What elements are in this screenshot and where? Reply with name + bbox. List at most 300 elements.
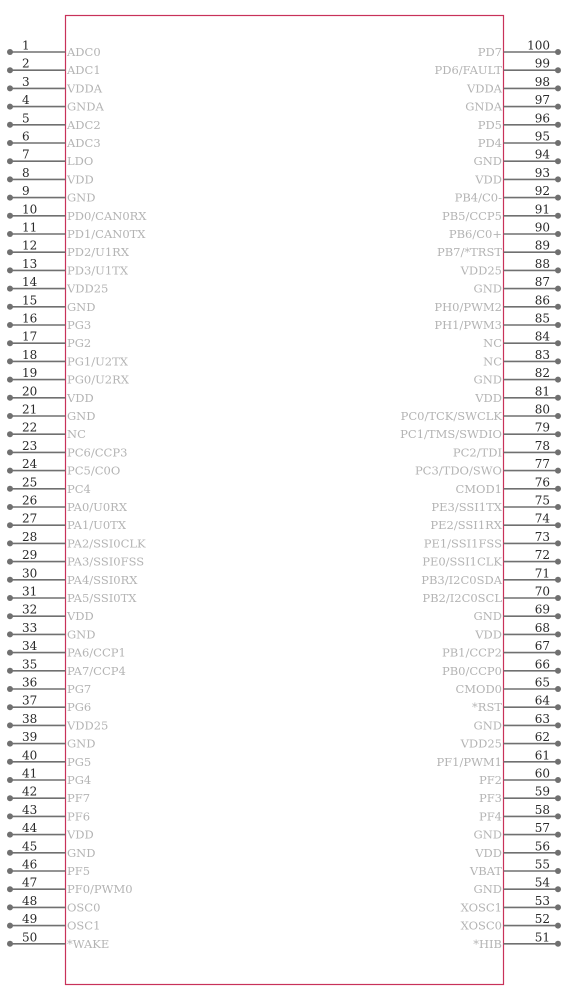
pin-endpoint-dot bbox=[555, 668, 561, 674]
pin-name: *HIB bbox=[473, 936, 502, 951]
pin-45 bbox=[7, 839, 95, 860]
pin-endpoint-dot bbox=[7, 941, 13, 947]
pin-endpoint-dot bbox=[7, 431, 13, 437]
pin-number: 47 bbox=[22, 875, 38, 890]
pin-name: PA2/SSI0CLK bbox=[67, 536, 146, 551]
pin-number: 26 bbox=[22, 493, 38, 508]
pin-endpoint-dot bbox=[555, 195, 561, 201]
pin-name: ADC3 bbox=[67, 136, 101, 150]
pin-endpoint-dot bbox=[7, 668, 13, 674]
pin-name: PE3/SSI1TX bbox=[431, 500, 502, 514]
pin-number: 81 bbox=[534, 384, 550, 399]
pin-8 bbox=[7, 166, 94, 187]
pin-endpoint-dot bbox=[555, 631, 561, 637]
pin-name: PF6 bbox=[67, 809, 91, 824]
pin-endpoint-dot bbox=[555, 904, 561, 910]
pin-number: 84 bbox=[534, 329, 550, 344]
pin-number: 89 bbox=[534, 238, 550, 253]
pin-endpoint-dot bbox=[555, 267, 561, 273]
pin-endpoint-dot bbox=[555, 577, 561, 583]
pin-number: 95 bbox=[534, 129, 550, 144]
pin-name: NC bbox=[483, 336, 502, 351]
pin-number: 60 bbox=[534, 766, 550, 781]
pin-number: 42 bbox=[22, 784, 38, 799]
pin-endpoint-dot bbox=[7, 522, 13, 528]
pin-number: 66 bbox=[534, 657, 550, 672]
pin-number: 1 bbox=[22, 38, 30, 53]
pin-name: OSC1 bbox=[67, 918, 101, 933]
pin-name: GNDA bbox=[465, 99, 502, 114]
pin-endpoint-dot bbox=[555, 777, 561, 783]
pin-number: 12 bbox=[22, 238, 38, 253]
pin-32 bbox=[7, 603, 94, 624]
pin-name: GNDA bbox=[67, 99, 104, 114]
pin-name: VDD25 bbox=[460, 736, 502, 751]
pin-endpoint-dot bbox=[7, 722, 13, 728]
pin-endpoint-dot bbox=[7, 613, 13, 619]
pin-number: 14 bbox=[22, 275, 38, 290]
left-pin-column bbox=[7, 39, 147, 951]
pin-name: PC5/C0O bbox=[67, 463, 121, 478]
pin-name: GND bbox=[473, 154, 502, 169]
pin-endpoint-dot bbox=[7, 595, 13, 601]
pin-name: ADC1 bbox=[67, 63, 101, 78]
pin-name: GND bbox=[67, 299, 96, 314]
pin-name: GND bbox=[67, 409, 96, 423]
pin-name: PG2 bbox=[67, 336, 92, 351]
pin-37 bbox=[7, 694, 91, 715]
pin-name: NC bbox=[483, 354, 502, 369]
pin-number: 87 bbox=[534, 275, 550, 290]
pin-endpoint-dot bbox=[7, 886, 13, 892]
pin-endpoint-dot bbox=[7, 850, 13, 856]
pin-name: PG1/U2TX bbox=[67, 354, 128, 369]
pin-endpoint-dot bbox=[555, 722, 561, 728]
pin-endpoint-dot bbox=[7, 813, 13, 819]
pin-endpoint-dot bbox=[555, 449, 561, 455]
pin-name: VDD25 bbox=[460, 263, 502, 278]
pin-endpoint-dot bbox=[7, 267, 13, 273]
pin-50 bbox=[7, 930, 109, 951]
pin-name: PA1/U0TX bbox=[67, 518, 127, 533]
pin-number: 22 bbox=[22, 420, 38, 435]
pin-endpoint-dot bbox=[555, 67, 561, 73]
pin-name: NC bbox=[67, 427, 86, 442]
pin-33 bbox=[7, 621, 95, 642]
pin-number: 16 bbox=[22, 311, 38, 326]
pin-name: CMOD0 bbox=[455, 682, 502, 696]
pin-endpoint-dot bbox=[555, 377, 561, 383]
pin-number: 34 bbox=[22, 639, 38, 654]
pin-endpoint-dot bbox=[7, 832, 13, 838]
pin-name: VDD bbox=[67, 609, 94, 624]
pin-number: 77 bbox=[534, 457, 550, 472]
pin-endpoint-dot bbox=[7, 85, 13, 91]
pin-endpoint-dot bbox=[7, 704, 13, 710]
pin-endpoint-dot bbox=[555, 249, 561, 255]
pin-number: 67 bbox=[534, 639, 550, 654]
pin-51 bbox=[473, 930, 561, 951]
pin-name: PC4 bbox=[67, 481, 91, 496]
pin-endpoint-dot bbox=[555, 431, 561, 437]
pin-name: PB5/CCP5 bbox=[441, 208, 502, 223]
pin-number: 15 bbox=[22, 293, 38, 308]
pin-name: PA0/U0RX bbox=[67, 500, 128, 514]
pin-name: PG7 bbox=[67, 682, 92, 696]
pin-number: 46 bbox=[22, 857, 38, 872]
pin-number: 59 bbox=[534, 784, 550, 799]
pin-name: XOSC0 bbox=[460, 918, 502, 933]
pin-48 bbox=[7, 894, 100, 915]
pin-endpoint-dot bbox=[7, 49, 13, 55]
pin-number: 50 bbox=[22, 930, 38, 945]
pin-endpoint-dot bbox=[7, 213, 13, 219]
pin-name: VDD bbox=[67, 390, 94, 405]
pin-endpoint-dot bbox=[555, 358, 561, 364]
pin-name: VDD bbox=[475, 390, 502, 405]
pin-endpoint-dot bbox=[555, 49, 561, 55]
pin-number: 53 bbox=[534, 893, 550, 908]
pin-number: 25 bbox=[22, 475, 38, 490]
pin-endpoint-dot bbox=[555, 104, 561, 110]
pin-number: 43 bbox=[22, 802, 38, 817]
pin-endpoint-dot bbox=[7, 340, 13, 346]
pin-22 bbox=[7, 421, 86, 442]
pin-endpoint-dot bbox=[555, 468, 561, 474]
pin-number: 51 bbox=[534, 930, 550, 945]
pin-name: VDD bbox=[67, 827, 94, 842]
pin-name: OSC0 bbox=[67, 900, 101, 915]
pin-name: PD4 bbox=[477, 136, 502, 150]
pin-number: 23 bbox=[22, 438, 38, 453]
pin-number: 11 bbox=[22, 220, 38, 235]
pin-name: PB1/CCP2 bbox=[441, 645, 502, 660]
pin-name: PD5 bbox=[477, 117, 502, 132]
pin-39 bbox=[7, 730, 95, 751]
pin-endpoint-dot bbox=[555, 231, 561, 237]
pin-name: ADC0 bbox=[67, 45, 101, 59]
pin-number: 21 bbox=[22, 402, 38, 417]
pin-number: 19 bbox=[22, 366, 38, 381]
pin-endpoint-dot bbox=[555, 176, 561, 182]
pin-number: 10 bbox=[22, 202, 38, 217]
pin-endpoint-dot bbox=[555, 595, 561, 601]
pin-number: 52 bbox=[534, 912, 550, 927]
pin-name: GND bbox=[473, 281, 502, 296]
pin-name: PF4 bbox=[478, 809, 502, 824]
pin-number: 91 bbox=[534, 202, 550, 217]
pin-endpoint-dot bbox=[7, 104, 13, 110]
pin-number: 79 bbox=[534, 420, 550, 435]
pin-number: 88 bbox=[534, 256, 550, 271]
pin-7 bbox=[7, 148, 93, 169]
pin-endpoint-dot bbox=[555, 486, 561, 492]
pin-name: PD7 bbox=[477, 45, 502, 59]
pin-name: PD0/CAN0RX bbox=[67, 208, 147, 223]
pin-endpoint-dot bbox=[7, 413, 13, 419]
pin-number: 17 bbox=[22, 329, 38, 344]
pin-name: PE0/SSI1CLK bbox=[422, 554, 502, 569]
pin-name: PH0/PWM2 bbox=[434, 299, 502, 314]
pin-16 bbox=[7, 312, 91, 333]
pin-name: GND bbox=[473, 827, 502, 842]
pin-43 bbox=[7, 803, 90, 824]
pin-number: 45 bbox=[22, 839, 38, 854]
pin-endpoint-dot bbox=[555, 868, 561, 874]
pin-endpoint-dot bbox=[555, 395, 561, 401]
pin-endpoint-dot bbox=[7, 777, 13, 783]
pin-number: 38 bbox=[22, 711, 38, 726]
pin-number: 39 bbox=[22, 730, 38, 745]
pin-number: 41 bbox=[22, 766, 38, 781]
pin-number: 68 bbox=[534, 620, 550, 635]
pin-endpoint-dot bbox=[555, 304, 561, 310]
pin-endpoint-dot bbox=[7, 559, 13, 565]
pin-name: LDO bbox=[67, 154, 94, 169]
pin-number: 9 bbox=[22, 184, 30, 199]
pin-endpoint-dot bbox=[7, 904, 13, 910]
pin-endpoint-dot bbox=[7, 631, 13, 637]
pin-number: 28 bbox=[22, 529, 38, 544]
pin-number: 92 bbox=[534, 184, 550, 199]
pin-number: 71 bbox=[534, 566, 550, 581]
pin-41 bbox=[7, 767, 91, 788]
pin-number: 72 bbox=[534, 548, 550, 563]
pin-21 bbox=[7, 403, 95, 424]
pin-number: 20 bbox=[22, 384, 38, 399]
pin-endpoint-dot bbox=[555, 795, 561, 801]
pin-40 bbox=[7, 748, 91, 769]
pin-number: 37 bbox=[22, 693, 38, 708]
pin-endpoint-dot bbox=[555, 759, 561, 765]
pin-name: VDD bbox=[475, 172, 502, 187]
pin-endpoint-dot bbox=[555, 322, 561, 328]
pin-number: 61 bbox=[534, 748, 550, 763]
pin-number: 27 bbox=[22, 511, 38, 526]
pin-name: PD6/FAULT bbox=[434, 63, 502, 78]
pin-endpoint-dot bbox=[7, 176, 13, 182]
pin-20 bbox=[7, 384, 94, 405]
pin-number: 7 bbox=[22, 147, 30, 162]
pin-number: 55 bbox=[534, 857, 550, 872]
pin-name: PG4 bbox=[67, 773, 92, 787]
pin-endpoint-dot bbox=[7, 486, 13, 492]
pin-name: PF0/PWM0 bbox=[67, 882, 133, 897]
pin-name: PF2 bbox=[478, 773, 502, 787]
pin-name: PA3/SSI0FSS bbox=[67, 554, 145, 569]
pin-number: 3 bbox=[22, 74, 30, 89]
pin-42 bbox=[7, 785, 90, 806]
pin-name: GND bbox=[473, 882, 502, 897]
pin-endpoint-dot bbox=[555, 540, 561, 546]
pin-endpoint-dot bbox=[7, 395, 13, 401]
pin-name: PB6/C0+ bbox=[448, 227, 502, 241]
pin-endpoint-dot bbox=[7, 540, 13, 546]
pin-number: 94 bbox=[534, 147, 550, 162]
pin-46 bbox=[7, 858, 90, 879]
pin-endpoint-dot bbox=[555, 813, 561, 819]
pin-number: 78 bbox=[534, 438, 550, 453]
pin-name: PB2/I2C0SCL bbox=[422, 591, 502, 605]
pin-name: VDDA bbox=[67, 81, 103, 96]
pin-endpoint-dot bbox=[555, 613, 561, 619]
pin-endpoint-dot bbox=[7, 231, 13, 237]
pin-17 bbox=[7, 330, 91, 351]
pin-name: GND bbox=[473, 372, 502, 387]
pin-name: PG6 bbox=[67, 700, 92, 715]
pin-endpoint-dot bbox=[7, 140, 13, 146]
pin-endpoint-dot bbox=[555, 158, 561, 164]
pin-name: PE1/SSI1FSS bbox=[423, 536, 502, 551]
pin-endpoint-dot bbox=[555, 413, 561, 419]
pin-endpoint-dot bbox=[7, 195, 13, 201]
pin-name: VDD bbox=[475, 845, 502, 860]
pin-number: 32 bbox=[22, 602, 38, 617]
pin-number: 35 bbox=[22, 657, 38, 672]
pin-number: 5 bbox=[22, 111, 30, 126]
pin-endpoint-dot bbox=[7, 686, 13, 692]
pin-name: PC6/CCP3 bbox=[67, 445, 128, 460]
pin-endpoint-dot bbox=[555, 286, 561, 292]
pin-name: PA5/SSI0TX bbox=[67, 591, 137, 605]
pin-number: 44 bbox=[22, 821, 38, 836]
pin-name: PC1/TMS/SWDIO bbox=[400, 427, 502, 442]
pin-endpoint-dot bbox=[7, 358, 13, 364]
pin-number: 93 bbox=[534, 165, 550, 180]
pin-number: 97 bbox=[534, 93, 550, 108]
pin-number: 99 bbox=[534, 56, 550, 71]
pin-name: XOSC1 bbox=[460, 900, 502, 915]
pin-endpoint-dot bbox=[7, 795, 13, 801]
pin-endpoint-dot bbox=[7, 577, 13, 583]
pin-name: PA7/CCP4 bbox=[67, 663, 126, 678]
pin-name: PB0/CCP0 bbox=[441, 663, 502, 678]
pin-endpoint-dot bbox=[555, 832, 561, 838]
pin-name: VDD bbox=[475, 627, 502, 642]
pin-endpoint-dot bbox=[7, 650, 13, 656]
pin-number: 62 bbox=[534, 730, 550, 745]
pin-number: 80 bbox=[534, 402, 550, 417]
pin-number: 58 bbox=[534, 802, 550, 817]
pin-number: 31 bbox=[22, 584, 38, 599]
pin-endpoint-dot bbox=[555, 213, 561, 219]
pin-number: 98 bbox=[534, 74, 550, 89]
pin-number: 74 bbox=[534, 511, 550, 526]
pin-number: 73 bbox=[534, 529, 550, 544]
pin-number: 13 bbox=[22, 256, 38, 271]
pin-name: PG0/U2RX bbox=[67, 372, 129, 387]
pin-endpoint-dot bbox=[555, 122, 561, 128]
pin-number: 57 bbox=[534, 821, 550, 836]
pin-name: GND bbox=[473, 609, 502, 624]
pin-endpoint-dot bbox=[555, 741, 561, 747]
pin-name: PD3/U1TX bbox=[67, 263, 129, 278]
pin-number: 30 bbox=[22, 566, 38, 581]
pin-endpoint-dot bbox=[555, 686, 561, 692]
pin-endpoint-dot bbox=[7, 377, 13, 383]
pin-number: 75 bbox=[534, 493, 550, 508]
pin-number: 33 bbox=[22, 620, 38, 635]
pin-name: GND bbox=[67, 736, 96, 751]
pin-name: PA6/CCP1 bbox=[67, 645, 126, 660]
pin-name: PC0/TCK/SWCLK bbox=[400, 409, 502, 423]
pin-number: 82 bbox=[534, 366, 550, 381]
pin-number: 70 bbox=[534, 584, 550, 599]
pin-number: 83 bbox=[534, 347, 550, 362]
pin-endpoint-dot bbox=[7, 759, 13, 765]
pin-name: PD2/U1RX bbox=[67, 245, 130, 260]
pin-name: PE2/SSI1RX bbox=[430, 518, 502, 533]
pin-name: PF1/PWM1 bbox=[436, 754, 502, 769]
pin-name: *RST bbox=[472, 700, 502, 715]
pin-endpoint-dot bbox=[555, 850, 561, 856]
pin-name: GND bbox=[67, 627, 96, 642]
pin-number: 86 bbox=[534, 293, 550, 308]
pin-number: 48 bbox=[22, 893, 38, 908]
pin-number: 96 bbox=[534, 111, 550, 126]
pin-name: PF3 bbox=[478, 791, 502, 806]
pin-name: PF5 bbox=[67, 864, 91, 878]
pin-endpoint-dot bbox=[7, 741, 13, 747]
pin-36 bbox=[7, 676, 91, 697]
pin-endpoint-dot bbox=[555, 559, 561, 565]
pin-endpoint-dot bbox=[7, 322, 13, 328]
pin-44 bbox=[7, 821, 94, 842]
pin-number: 24 bbox=[22, 457, 38, 472]
pin-name: PG3 bbox=[67, 318, 92, 332]
pin-name: GND bbox=[67, 845, 96, 860]
pin-number: 8 bbox=[22, 165, 30, 180]
pin-endpoint-dot bbox=[7, 122, 13, 128]
pin-name: PB3/I2C0SDA bbox=[421, 572, 502, 587]
pin-endpoint-dot bbox=[7, 504, 13, 510]
pin-endpoint-dot bbox=[7, 304, 13, 310]
pin-name: *WAKE bbox=[67, 936, 110, 951]
pin-name: GND bbox=[473, 718, 502, 733]
pin-number: 65 bbox=[534, 675, 550, 690]
pin-9 bbox=[7, 184, 95, 205]
pin-25 bbox=[7, 475, 91, 496]
pin-endpoint-dot bbox=[555, 704, 561, 710]
pin-number: 49 bbox=[22, 912, 38, 927]
pin-name: PB4/C0- bbox=[454, 190, 502, 205]
pin-number: 64 bbox=[534, 693, 550, 708]
pin-name: VDD bbox=[67, 172, 94, 187]
pin-number: 100 bbox=[527, 38, 550, 53]
pin-endpoint-dot bbox=[555, 886, 561, 892]
pin-number: 40 bbox=[22, 748, 38, 763]
pin-endpoint-dot bbox=[555, 85, 561, 91]
pin-endpoint-dot bbox=[7, 249, 13, 255]
pin-endpoint-dot bbox=[7, 923, 13, 929]
pin-name: VDD25 bbox=[67, 281, 109, 296]
pin-endpoint-dot bbox=[7, 67, 13, 73]
pin-number: 2 bbox=[22, 56, 30, 71]
pin-endpoint-dot bbox=[7, 158, 13, 164]
pin-name: VDDA bbox=[466, 81, 502, 96]
pin-name: GND bbox=[67, 190, 96, 205]
pin-endpoint-dot bbox=[7, 449, 13, 455]
pin-number: 69 bbox=[534, 602, 550, 617]
pin-name: PC2/TDI bbox=[452, 445, 502, 460]
pin-name: PD1/CAN0TX bbox=[67, 227, 146, 241]
pin-name: CMOD1 bbox=[455, 481, 502, 496]
pin-name: PC3/TDO/SWO bbox=[414, 463, 502, 478]
pin-number: 90 bbox=[534, 220, 550, 235]
pin-49 bbox=[7, 912, 100, 933]
pin-15 bbox=[7, 293, 95, 314]
pin-number: 4 bbox=[22, 93, 30, 108]
